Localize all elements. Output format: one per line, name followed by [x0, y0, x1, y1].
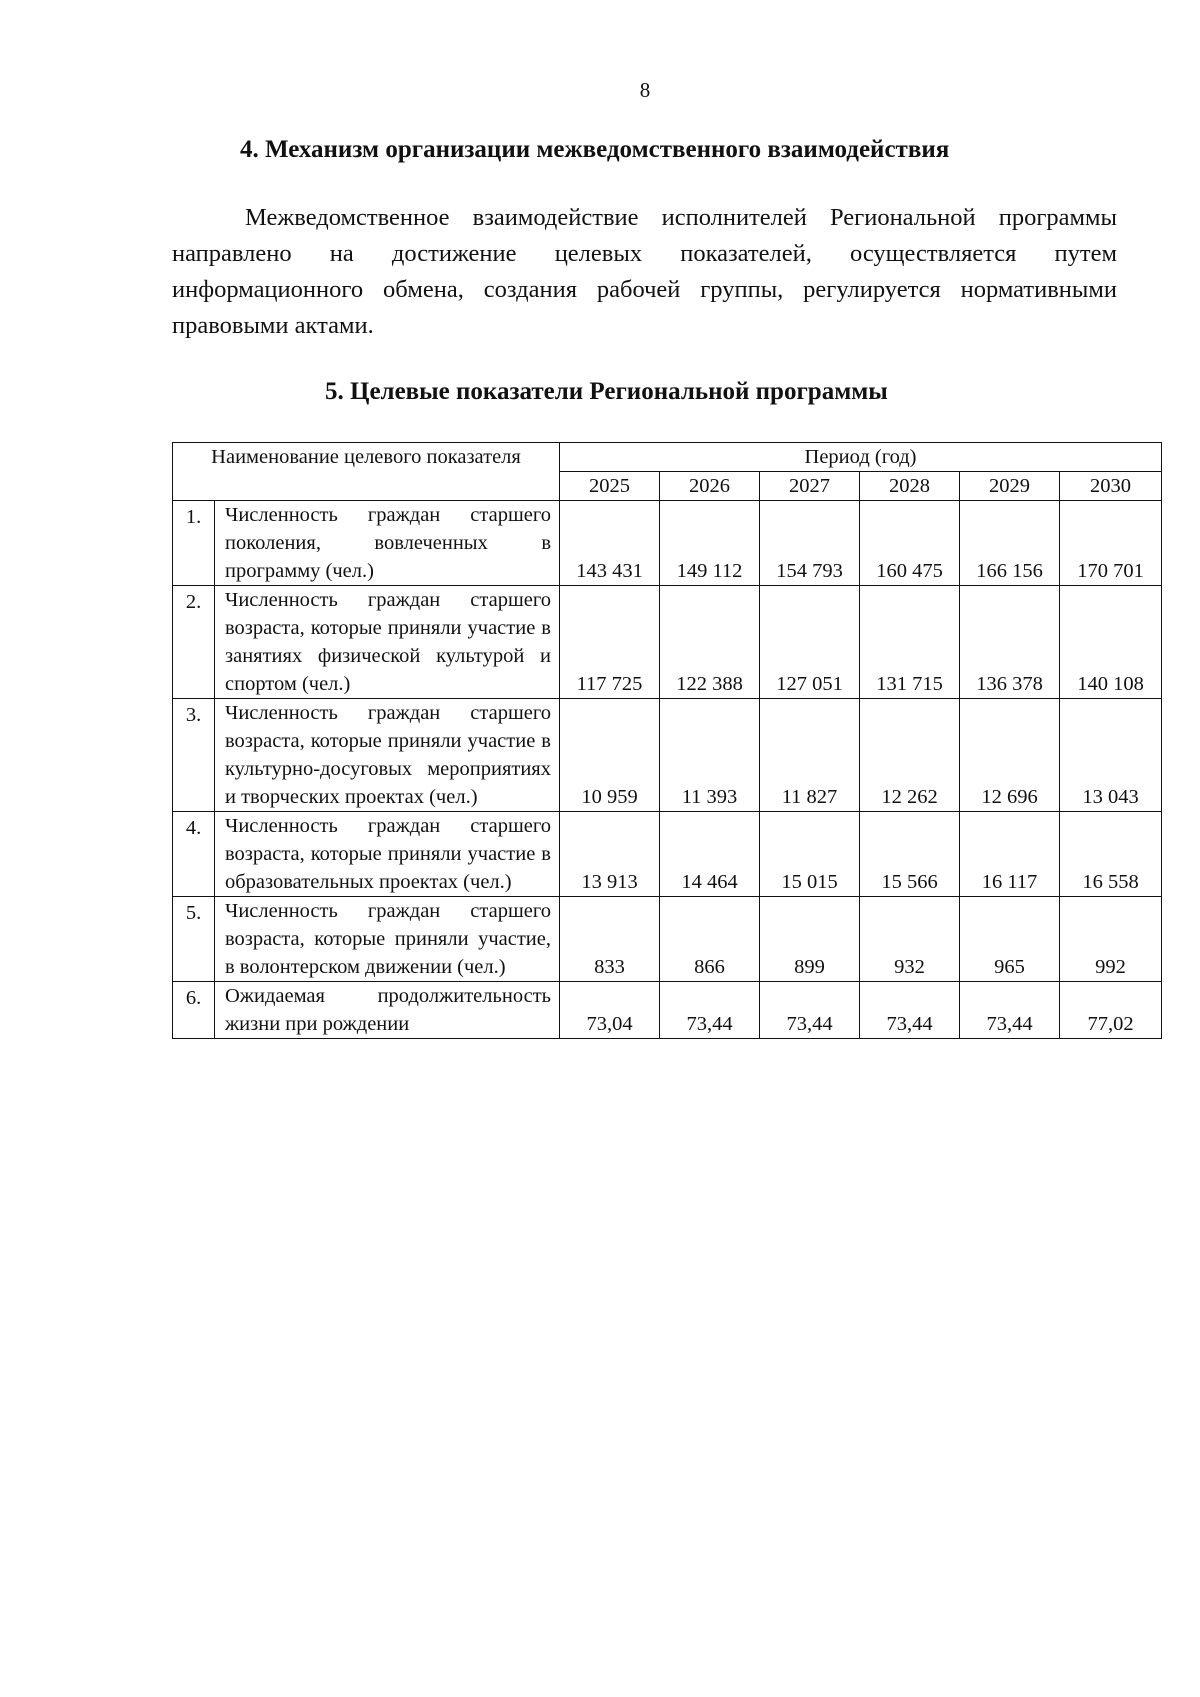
row-number: 5. — [173, 897, 215, 982]
table-row — [173, 501, 1162, 586]
year-header: 2030 — [1060, 472, 1162, 501]
indicator-value: 122 388 — [660, 586, 760, 699]
indicator-value: 899 — [760, 897, 860, 982]
indicator-value: 73,44 — [960, 982, 1060, 1039]
indicator-value: 73,44 — [860, 982, 960, 1039]
indicator-value: 15 566 — [860, 812, 960, 897]
indicator-value: 866 — [660, 897, 760, 982]
indicator-value: 965 — [960, 897, 1060, 982]
row-number: 2. — [173, 586, 215, 699]
indicator-value: 16 558 — [1060, 812, 1162, 897]
period-column-header: Период (год) — [560, 443, 1162, 472]
table-row — [173, 812, 1162, 897]
indicator-value: 11 393 — [660, 699, 760, 812]
table-row — [173, 897, 1162, 982]
indicator-value: 15 015 — [760, 812, 860, 897]
year-header: 2028 — [860, 472, 960, 501]
section-4-title: 4. Механизм организации межведомственного взаимодействия — [240, 136, 950, 163]
table-row — [173, 982, 1162, 1039]
section-5-title: 5. Целевые показатели Региональной программы — [325, 378, 888, 405]
section-4-paragraph-text: Межведомственное взаимодействие исполнителей Региональной программы направлено на достижение целевых показателей, осуществляется путем информационного обмена, создания рабочей группы, регулируется нормативными правовыми актами. — [172, 204, 1117, 339]
year-header: 2027 — [760, 472, 860, 501]
indicator-value: 73,44 — [760, 982, 860, 1039]
indicator-value: 117 725 — [560, 586, 660, 699]
indicator-value: 136 378 — [960, 586, 1060, 699]
indicator-name: Численность граждан старшего возраста, которые приняли участие в занятиях физической культурой и спортом (чел.) — [215, 586, 560, 699]
row-number: 1. — [173, 501, 215, 586]
indicator-value: 833 — [560, 897, 660, 982]
indicator-value: 154 793 — [760, 501, 860, 586]
indicator-value: 160 475 — [860, 501, 960, 586]
page-number: 8 — [639, 78, 651, 102]
indicator-value: 14 464 — [660, 812, 760, 897]
indicator-value: 13 913 — [560, 812, 660, 897]
table-row — [173, 586, 1162, 699]
year-header: 2026 — [660, 472, 760, 501]
indicator-value: 127 051 — [760, 586, 860, 699]
indicator-value: 13 043 — [1060, 699, 1162, 812]
table-row — [173, 699, 1162, 812]
indicator-name: Численность граждан старшего поколения, вовлеченных в программу (чел.) — [215, 501, 560, 586]
indicator-value: 149 112 — [660, 501, 760, 586]
row-number: 4. — [173, 812, 215, 897]
year-header: 2029 — [960, 472, 1060, 501]
row-number: 6. — [173, 982, 215, 1039]
year-header: 2025 — [560, 472, 660, 501]
name-column-header: Наименование целевого показателя — [173, 443, 560, 501]
indicator-value: 73,44 — [660, 982, 760, 1039]
indicator-value: 16 117 — [960, 812, 1060, 897]
indicator-value: 166 156 — [960, 501, 1060, 586]
indicator-value: 12 696 — [960, 699, 1060, 812]
indicator-name: Численность граждан старшего возраста, которые приняли участие в образовательных проектах (чел.) — [215, 812, 560, 897]
indicator-value: 73,04 — [560, 982, 660, 1039]
indicator-value: 131 715 — [860, 586, 960, 699]
target-indicators-table — [172, 442, 1162, 1039]
indicator-value: 143 431 — [560, 501, 660, 586]
indicator-value: 11 827 — [760, 699, 860, 812]
indicator-value: 992 — [1060, 897, 1162, 982]
indicator-value: 10 959 — [560, 699, 660, 812]
row-number: 3. — [173, 699, 215, 812]
indicator-name: Численность граждан старшего возраста, которые приняли участие, в волонтерском движении (чел.) — [215, 897, 560, 982]
indicator-value: 932 — [860, 897, 960, 982]
section-4-paragraph — [172, 200, 1117, 344]
indicator-value: 77,02 — [1060, 982, 1162, 1039]
indicator-value: 170 701 — [1060, 501, 1162, 586]
indicator-value: 12 262 — [860, 699, 960, 812]
indicator-value: 140 108 — [1060, 586, 1162, 699]
indicator-name: Численность граждан старшего возраста, которые приняли участие в культурно-досуговых мероприятиях и творческих проектах (чел.) — [215, 699, 560, 812]
indicator-name: Ожидаемая продолжительность жизни при рождении — [215, 982, 560, 1039]
